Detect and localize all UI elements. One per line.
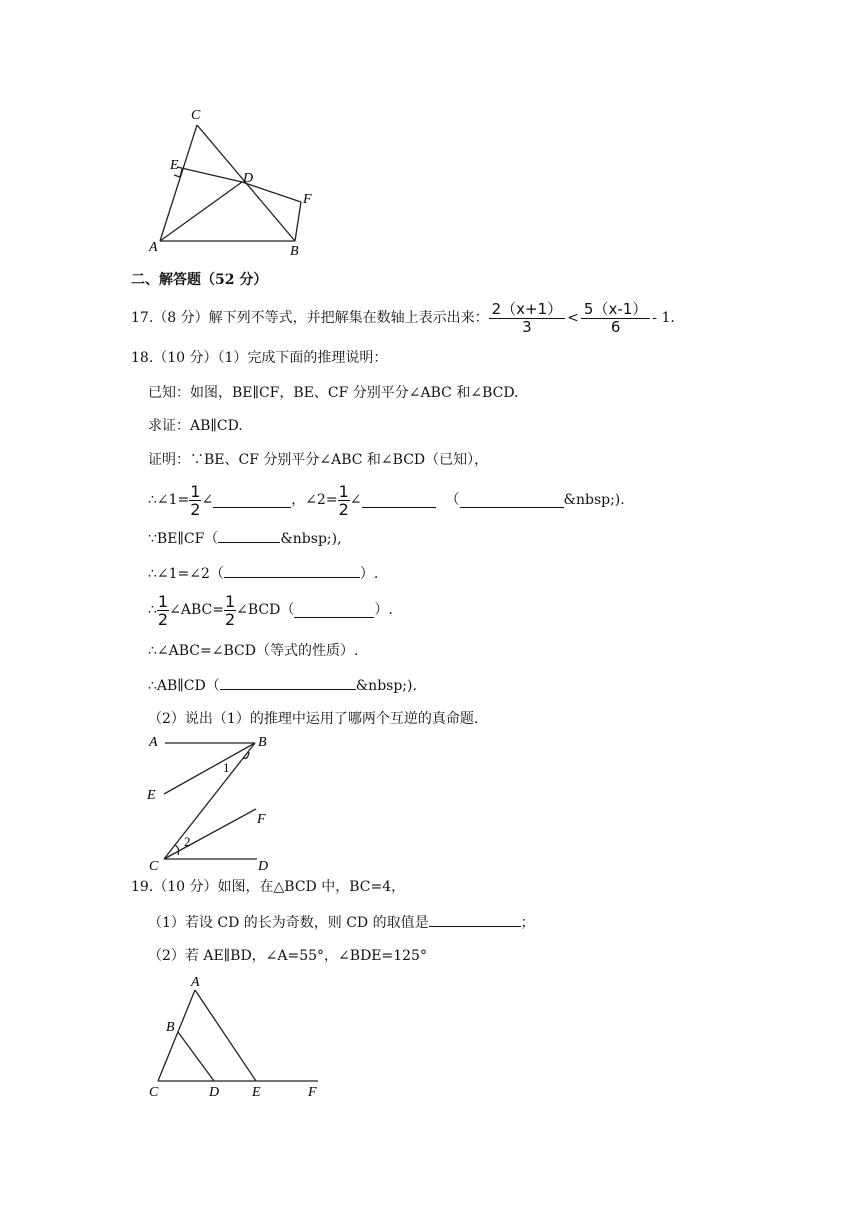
q18-proof-line-4 <box>148 563 378 584</box>
angle-2-label: 2 <box>184 834 191 849</box>
figure-triangle-bcd <box>140 970 330 1105</box>
q18-line5-d: ）. <box>374 602 393 618</box>
blank-4[interactable] <box>218 528 280 543</box>
q18-proof-line-3 <box>148 528 342 549</box>
q18-line4-a: ∴∠1=∠2（ <box>148 566 224 582</box>
half-fraction-4 <box>224 593 236 628</box>
label-e: E <box>147 788 156 803</box>
q18-proof-line-5 <box>148 590 393 630</box>
label-e: E <box>170 158 179 173</box>
half-den: 2 <box>190 499 201 519</box>
label-c: C <box>191 108 201 123</box>
q18-line5-b: ∠ABC= <box>169 602 224 618</box>
label-d: D <box>209 1085 220 1100</box>
q18-part-2: （2）说出（1）的推理中运用了哪两个互逆的真命题. <box>148 711 479 727</box>
label-b: B <box>290 244 299 259</box>
half-fraction-1 <box>189 483 201 518</box>
half-num: 1 <box>157 591 169 611</box>
q17-frac1-den: 3 <box>522 317 532 336</box>
q18-given: 已知：如图，BE∥CF，BE、CF 分别平分∠ABC 和∠BCD. <box>148 385 519 401</box>
q18-line3-b: &nbsp;), <box>280 531 342 547</box>
half-fraction-3 <box>157 593 169 628</box>
q18-line7-b: &nbsp;). <box>355 678 417 694</box>
label-f: F <box>308 1085 317 1100</box>
q19-header: 19.（10 分）如图，在△BCD 中，BC=4， <box>131 879 406 895</box>
q18-line2-b: ，∠2= <box>291 492 338 508</box>
angle-sign: ∠ <box>201 492 214 508</box>
label-f: F <box>257 812 266 827</box>
half-num: 1 <box>190 481 201 501</box>
angle-1-label: 1 <box>223 760 230 775</box>
q18-line5-a: ∴ <box>148 602 157 618</box>
label-d: D <box>243 171 254 186</box>
q19-part-1 <box>148 912 535 933</box>
half-den: 2 <box>157 609 169 629</box>
label-a: A <box>191 975 200 990</box>
q18-proof-line-1: 证明：∵BE、CF 分别平分∠ABC 和∠BCD（已知）， <box>148 452 489 468</box>
label-c: C <box>149 859 159 874</box>
q18-header: 18.（10 分）（1）完成下面的推理说明： <box>131 350 388 366</box>
q17-prefix: 17.（8 分）解下列不等式，并把解集在数轴上表示出来： <box>131 310 489 326</box>
q19-part1-b: ； <box>520 915 535 931</box>
half-num: 1 <box>338 481 349 501</box>
label-c: C <box>149 1085 159 1100</box>
q18-proof-line-6: ∴∠ABC=∠BCD（等式的性质）. <box>148 643 359 659</box>
label-d: D <box>258 859 269 874</box>
label-f: F <box>303 192 312 207</box>
figure-parallel-lines <box>140 730 290 875</box>
q18-line2-a: ∴∠1= <box>148 492 190 508</box>
q18-line2-close: &nbsp;). <box>563 492 625 508</box>
label-a: A <box>149 735 158 750</box>
q18-line4-b: ）. <box>359 566 379 582</box>
q19-part1-a: （1）若设 CD 的长为奇数，则 CD 的取值是 <box>148 915 429 931</box>
q17-fraction-1 <box>489 301 566 336</box>
q18-line2-c: （ <box>445 492 460 508</box>
figure-triangle-def <box>140 105 330 265</box>
q17-frac1-num: 2（x+1） <box>489 301 566 319</box>
blank-7[interactable] <box>220 675 356 690</box>
label-b: B <box>166 1020 175 1035</box>
half-num: 1 <box>224 591 236 611</box>
blank-1[interactable] <box>213 493 291 508</box>
blank-5[interactable] <box>224 563 360 578</box>
q18-proof-line-7 <box>148 675 417 696</box>
label-e: E <box>252 1085 261 1100</box>
question-17 <box>131 298 675 338</box>
q18-line5-c: ∠BCD（ <box>236 602 295 618</box>
q18-line3-a: ∵BE∥CF（ <box>148 531 219 547</box>
blank-3[interactable] <box>460 493 564 508</box>
label-b: B <box>258 735 267 750</box>
q17-fraction-2 <box>581 301 650 336</box>
q19-part-2: （2）若 AE∥BD，∠A=55°，∠BDE=125° <box>148 948 427 964</box>
angle-sign: ∠ <box>349 492 362 508</box>
q17-frac2-num: 5（x-1） <box>581 301 650 319</box>
q18-line7-a: ∴AB∥CD（ <box>148 678 220 694</box>
q17-suffix: - 1. <box>652 310 675 326</box>
section-title: 二、解答题（52 分） <box>131 272 268 288</box>
q17-frac2-den: 6 <box>610 317 621 336</box>
blank-2[interactable] <box>362 493 436 508</box>
blank-6[interactable] <box>294 603 374 618</box>
blank-8[interactable] <box>429 912 521 927</box>
q18-proof-line-2 <box>148 480 625 520</box>
label-a: A <box>149 240 158 255</box>
half-den: 2 <box>338 499 349 519</box>
q17-lt: < <box>567 310 579 326</box>
half-fraction-2 <box>338 483 350 518</box>
q18-prove: 求证：AB∥CD. <box>148 418 243 434</box>
half-den: 2 <box>224 609 236 629</box>
